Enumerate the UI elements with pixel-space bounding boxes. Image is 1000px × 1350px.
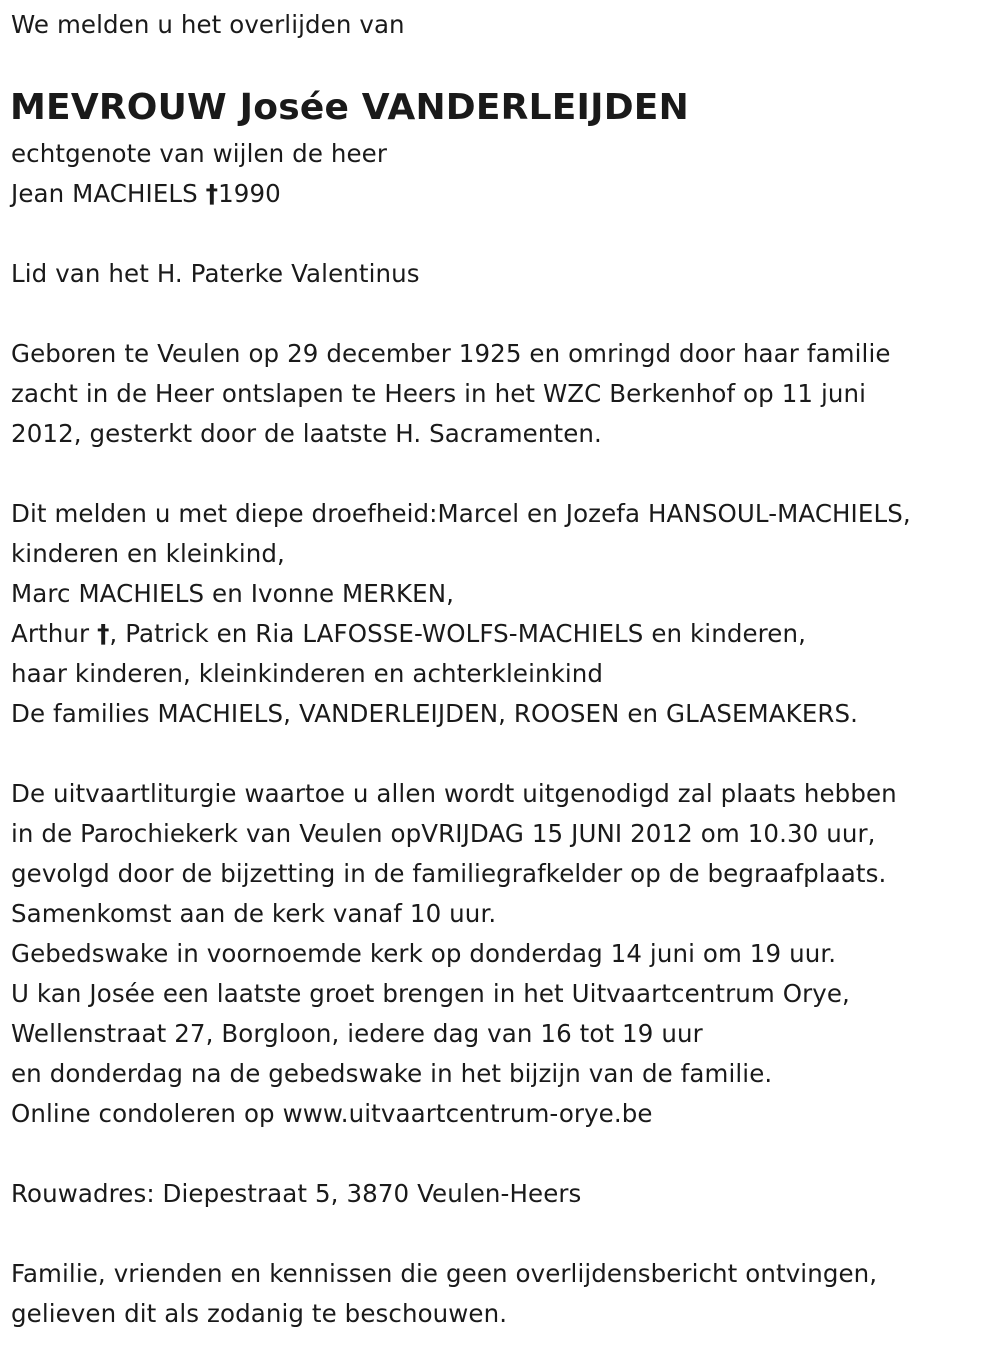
birth-death-line: zacht in de Heer ontslapen te Heers in het WZC Berkenhof op 11 juni	[11, 379, 867, 408]
funeral-line: Gebedswake in voornoemde kerk op donderdag 14 juni om 19 uur.	[11, 939, 837, 968]
funeral-line: U kan Josée een laatste groet brengen in het Uitvaartcentrum Orye,	[11, 979, 850, 1008]
funeral-line: Wellenstraat 27, Borgloon, iedere dag van 16 tot 19 uur	[11, 1019, 703, 1048]
mourning-address: Rouwadres: Diepestraat 5, 3870 Veulen-Heers	[11, 1179, 582, 1208]
closing-line: gelieven dit als zodanig te beschouwen.	[11, 1299, 508, 1328]
closing-line: Familie, vrienden en kennissen die geen overlijdensbericht ontvingen,	[11, 1259, 878, 1288]
spouse-death-year: 1990	[218, 179, 281, 208]
mourner-name-arthur: Arthur	[11, 619, 98, 648]
funeral-line: Samenkomst aan de kerk vanaf 10 uur.	[11, 899, 497, 928]
mourners-rest: , Patrick en Ria LAFOSSE-WOLFS-MACHIELS en kinderen,	[109, 619, 806, 648]
membership-text: Lid van het H. Paterke Valentinus	[11, 259, 420, 288]
mourners-line	[11, 619, 806, 649]
funeral-line: De uitvaartliturgie waartoe u allen wordt uitgenodigd zal plaats hebben	[11, 779, 897, 808]
birth-death-line: Geboren te Veulen op 29 december 1925 en omringd door haar familie	[11, 339, 891, 368]
spouse-name: Jean MACHIELS	[11, 179, 198, 208]
condolence-link: Online condoleren op www.uitvaartcentrum-orye.be	[11, 1099, 653, 1128]
spouse-line	[11, 179, 281, 209]
mourners-line: kinderen en kleinkind,	[11, 539, 285, 568]
cross-icon: †	[97, 619, 110, 648]
funeral-line: en donderdag na de gebedswake in het bijzijn van de familie.	[11, 1059, 773, 1088]
funeral-line: gevolgd door de bijzetting in de familiegrafkelder op de begraafplaats.	[11, 859, 887, 888]
funeral-line: in de Parochiekerk van Veulen opVRIJDAG 15 JUNI 2012 om 10.30 uur,	[11, 819, 876, 848]
spouse-relation: echtgenote van wijlen de heer	[11, 139, 388, 168]
intro-text: We melden u het overlijden van	[11, 10, 405, 39]
cross-icon: †	[205, 179, 219, 208]
mourners-line: Dit melden u met diepe droefheid:Marcel en Jozefa HANSOUL-MACHIELS,	[11, 499, 911, 528]
mourners-line: De families MACHIELS, VANDERLEIJDEN, ROOSEN en GLASEMAKERS.	[11, 699, 859, 728]
birth-death-line: 2012, gesterkt door de laatste H. Sacramenten.	[11, 419, 602, 448]
deceased-name: MEVROUW Josée VANDERLEIJDEN	[10, 87, 689, 128]
mourners-line: Marc MACHIELS en Ivonne MERKEN,	[11, 579, 455, 608]
mourners-line: haar kinderen, kleinkinderen en achterkleinkind	[11, 659, 604, 688]
